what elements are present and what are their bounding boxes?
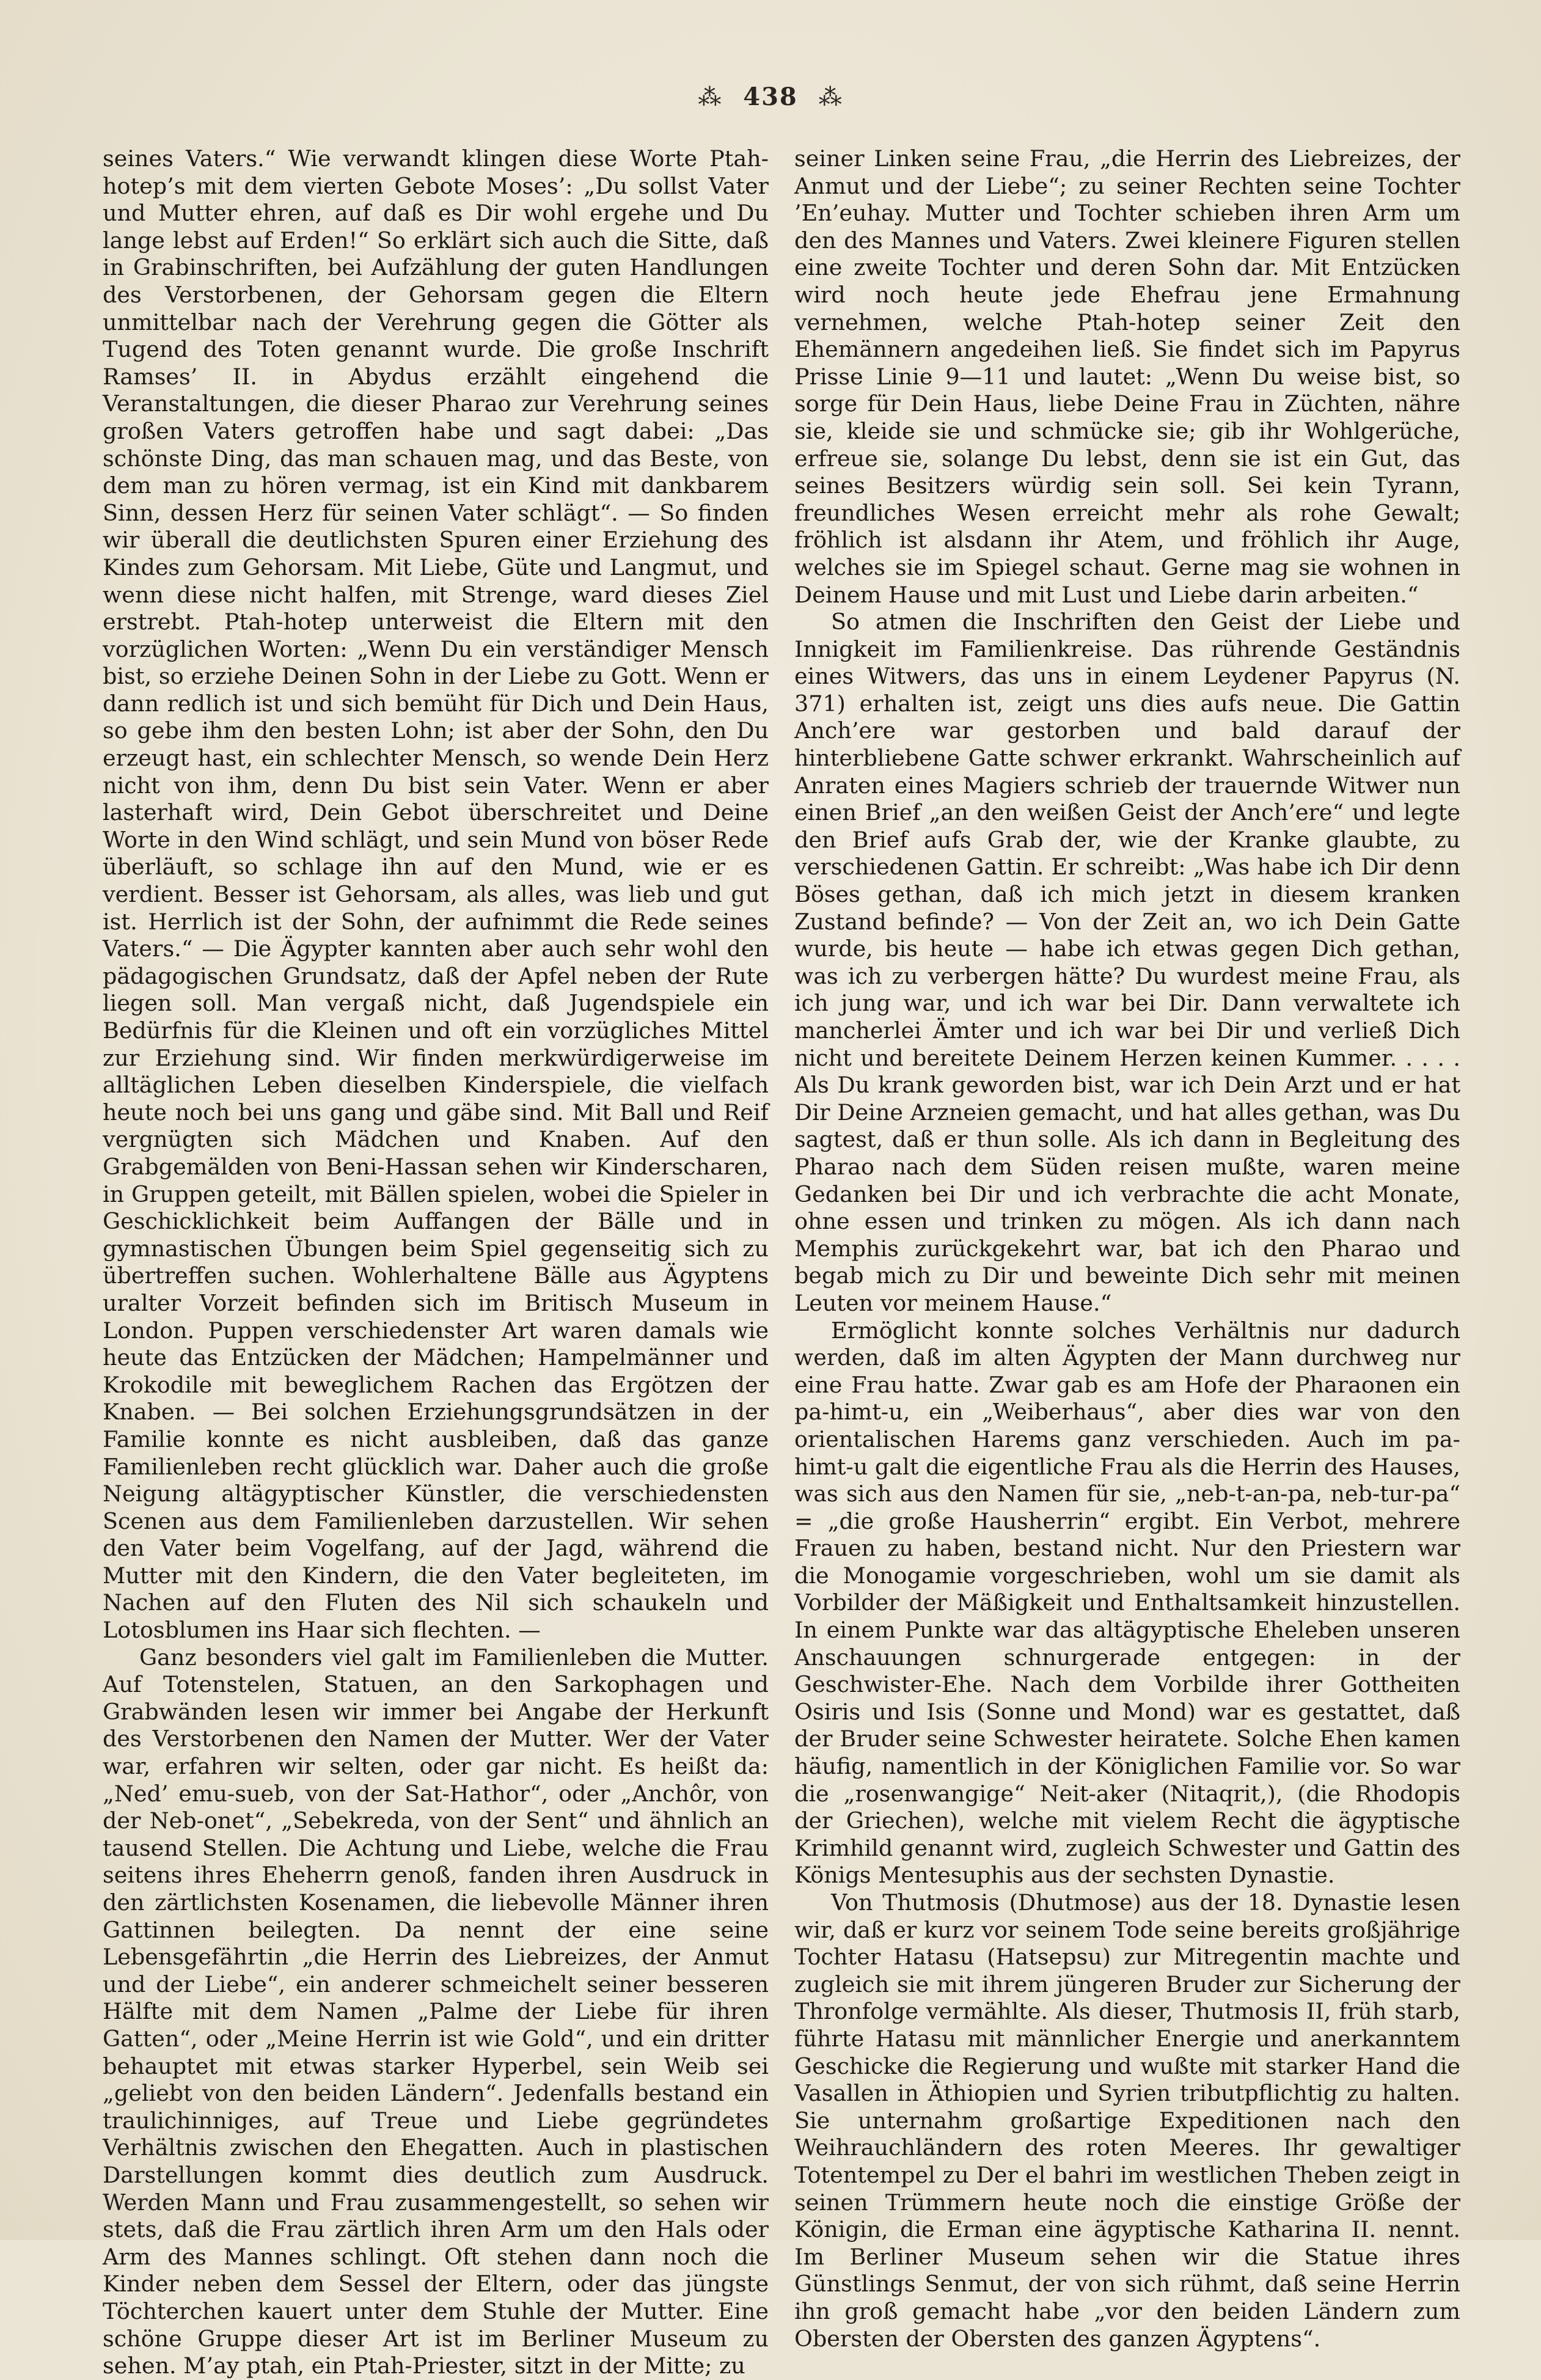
left-column — [103, 145, 769, 2379]
left-paragraph-1: seines Vaters.“ Wie verwandt klingen diese Worte Ptah-hotep’s mit dem vierten Gebote Moses’: „Du sollst Vater und Mutter ehren, auf daß es Dir wohl ergehe und Du lange lebst auf Erden!“ So erklärt sich auch die Sitte, daß in Grabinschriften, bei Aufzählung der guten Handlungen des Verstorbenen, der Gehorsam gegen die Eltern unmittelbar nach der Verehrung gegen die Götter als Tugend des Toten genannt wurde. Die große Inschrift Ramses’ II. in Abydus erzählt eingehend die Veranstaltungen, die dieser Pharao zur Verehrung seines großen Vaters getroffen habe und sagt dabei: „Das schönste Ding, das man schauen mag, und das Beste, von dem man zu hören vermag, ist ein Kind mit dankbarem Sinn, dessen Herz für seinen Vater schlägt“. — So finden wir überall die deutlichsten Spuren einer Erziehung des Kindes zum Gehorsam. Mit Liebe, Güte und Langmut, und wenn diese nicht halfen, mit Strenge, ward dieses Ziel erstrebt. Ptah-hotep unterweist die Eltern mit den vorzüglichen Worten: „Wenn Du ein verständiger Mensch bist, so erziehe Deinen Sohn in der Liebe zu Gott. Wenn er dann redlich ist und sich bemüht für Dich und Dein Haus, so gebe ihm den besten Lohn; ist aber der Sohn, den Du erzeugt hast, ein schlechter Mensch, so wende Dein Herz nicht von ihm, denn Du bist sein Vater. Wenn er aber lasterhaft wird, Dein Gebot überschreitet und Deine Worte in den Wind schlägt, und sein Mund von böser Rede überläuft, so schlage ihn auf den Mund, wie er es verdient. Besser ist Gehorsam, als alles, was lieb und gut ist. Herrlich ist der Sohn, der aufnimmt die Rede seines Vaters.“ — Die Ägypter kannten aber auch sehr wohl den pädagogischen Grundsatz, daß der Apfel neben der Rute liegen soll. Man vergaß nicht, daß Jugendspiele ein Bedürfnis für die Kleinen und oft ein vorzügliches Mittel zur Erziehung sind. Wir finden merkwürdigerweise im alltäglichen Leben dieselben Kinderspiele, die vielfach heute noch bei uns gang und gäbe sind. Mit Ball und Reif vergnügten sich Mädchen und Knaben. Auf den Grabgemälden von Beni-Hassan sehen wir Kinderscharen, in Gruppen geteilt, mit Bällen spielen, wobei die Spieler in Geschicklichkeit beim Auffangen der Bälle und in gymnastischen Übungen beim Spiel gegenseitig sich zu übertreffen suchen. Wohlerhaltene Bälle aus Ägyptens uralter Vorzeit befinden sich im Britisch Museum in London. Puppen verschiedenster Art waren damals wie heute das Entzücken der Mädchen; Hampelmänner und Krokodile mit beweglichem Rachen das Ergötzen der Knaben. — Bei solchen Erziehungsgrundsätzen in der Familie konnte es nicht ausbleiben, daß das ganze Familienleben recht glücklich war. Daher auch die große Neigung altägyptischer Künstler, die verschiedensten Scenen aus dem Familienleben darzustellen. Wir sehen den Vater beim Vogelfang, auf der Jagd, während die Mutter mit den Kindern, die den Vater begleiteten, im Nachen auf den Fluten des Nil sich schaukeln und Lotosblumen ins Haar sich flechten. — — [103, 145, 769, 1644]
page-header — [0, 82, 1541, 111]
page-number: 438 — [743, 82, 798, 111]
right-paragraph-1: seiner Linken seine Frau, „die Herrin des Liebreizes, der Anmut und der Liebe“; zu seiner Rechten seine Tochter ’En’euhay. Mutter und Tochter schieben ihren Arm um den des Mannes und Vaters. Zwei kleinere Figuren stellen eine zweite Tochter und deren Sohn dar. Mit Entzücken wird noch heute jede Ehefrau jene Ermahnung vernehmen, welche Ptah-hotep seiner Zeit den Ehemännern angedeihen ließ. Sie findet sich im Papyrus Prisse Linie 9—11 und lautet: „Wenn Du weise bist, so sorge für Dein Haus, liebe Deine Frau in Züchten, nähre sie, kleide sie und schmücke sie; gib ihr Wohlgerüche, erfreue sie, solange Du lebst, denn sie ist ein Gut, das seines Besitzers würdig sein soll. Sei kein Tyrann, freundliches Wesen erreicht mehr als rohe Gewalt; fröhlich ist alsdann ihr Atem, und fröhlich ihr Auge, welches sie im Spiegel schaut. Gerne mag sie wohnen in Deinem Hause und mit Lust und Liebe darin arbeiten.“ — [794, 145, 1460, 608]
right-column — [794, 145, 1460, 2352]
ornament-right-icon: ⁂ — [818, 84, 843, 111]
right-paragraph-2: So atmen die Inschriften den Geist der Liebe und Innigkeit im Familienkreise. Das rührende Geständnis eines Witwers, das uns in einem Leydener Papyrus (N. 371) erhalten ist, zeigt uns dies aufs neue. Die Gattin Anch’ere war gestorben und bald darauf der hinterbliebene Gatte schwer erkrankt. Wahrscheinlich auf Anraten eines Magiers schrieb der trauernde Witwer nun einen Brief „an den weißen Geist der Anch’ere“ und legte den Brief aufs Grab der, wie der Kranke glaubte, zu verschiedenen Gattin. Er schreibt: „Was habe ich Dir denn Böses gethan, daß ich mich jetzt in diesem kranken Zustand befinde? — Von der Zeit an, wo ich Dein Gatte wurde, bis heute — habe ich etwas gegen Dich gethan, was ich zu verbergen hätte? Du wurdest meine Frau, als ich jung war, und ich war bei Dir. Dann verwaltete ich mancherlei Ämter und ich war bei Dir und verließ Dich nicht und bereitete Deinem Herzen keinen Kummer. . . . . Als Du krank geworden bist, war ich Dein Arzt und er hat Dir Deine Arzneien gemacht, und hat alles gethan, was Du sagtest, daß er thun solle. Als ich dann in Begleitung des Pharao nach dem Süden reisen mußte, waren meine Gedanken bei Dir und ich verbrachte die acht Monate, ohne essen und trinken zu mögen. Als ich dann nach Memphis zurückgekehrt war, bat ich den Pharao und begab mich zu Dir und beweinte Dich sehr mit meinen Leuten vor meinem Hause.“ — [794, 609, 1460, 1316]
right-paragraph-4: Von Thutmosis (Dhutmose) aus der 18. Dynastie lesen wir, daß er kurz vor seinem Tode seine bereits großjährige Tochter Hatasu (Hatsepsu) zur Mitregentin machte und zugleich sie mit ihrem jüngeren Bruder zur Sicherung der Thronfolge vermählte. Als dieser, Thutmosis II, früh starb, führte Hatasu mit männlicher Energie und anerkanntem Geschicke die Regierung und wußte mit starker Hand die Vasallen in Äthiopien und Syrien tributpflichtig zu halten. Sie unternahm großartige Expeditionen nach den Weihrauchländern des roten Meeres. Ihr gewaltiger Totentempel zu Der el bahri im westlichen Theben zeigt in seinen Trümmern heute noch die einstige Größe der Königin, die Erman eine ägyptische Katharina II. nennt. Im Berliner Museum sehen wir die Statue ihres Günstlings Senmut, der von sich rühmt, daß seine Herrin ihn groß gemacht habe „vor den beiden Ländern zum Obersten der Obersten des ganzen Ägyptens“. — [794, 1889, 1460, 2352]
ornament-left-icon: ⁂ — [698, 84, 723, 111]
right-paragraph-3: Ermöglicht konnte solches Verhältnis nur dadurch werden, daß im alten Ägypten der Mann durchweg nur eine Frau hatte. Zwar gab es am Hofe der Pharaonen ein pa-himt-u, ein „Weiberhaus“, aber dies war von den orientalischen Harems ganz verschieden. Auch im pa-himt-u galt die eigentliche Frau als die Herrin des Hauses, was sich aus den Namen für sie, „neb-t-an-pa, neb-tur-pa“ = „die große Hausherrin“ ergibt. Ein Verbot, mehrere Frauen zu haben, bestand nicht. Nur den Priestern war die Monogamie vorgeschrieben, wohl um sie damit als Vorbilder der Mäßigkeit und Enthaltsamkeit hinzustellen. In einem Punkte war das altägyptische Eheleben unseren Anschauungen schnurgerade entgegen: in der Geschwister-Ehe. Nach dem Vorbilde ihrer Gottheiten Osiris und Isis (Sonne und Mond) war es gestattet, daß der Bruder seine Schwester heiratete. Solche Ehen kamen häufig, namentlich in der Königlichen Familie vor. So war die „rosenwangige“ Neit-aker (Nitaqrit,), (die Rhodopis der Griechen), welche mit vielem Recht die ägyptische Krimhild genannt wird, zugleich Schwester und Gattin des Königs Mentesuphis aus der sechsten Dynastie. — [794, 1317, 1460, 1889]
left-paragraph-2: Ganz besonders viel galt im Familienleben die Mutter. Auf Totenstelen, Statuen, an den Sarkophagen und Grabwänden lesen wir immer bei Angabe der Herkunft des Verstorbenen den Namen der Mutter. Wer der Vater war, erfahren wir selten, oder gar nicht. Es heißt da: „Ned’ emu-sueb, von der Sat-Hathor“, oder „Anchôr, von der Neb-onet“, „Sebekreda, von der Sent“ und ähnlich an tausend Stellen. Die Achtung und Liebe, welche die Frau seitens ihres Eheherrn genoß, fanden ihren Ausdruck in den zärtlichsten Kosenamen, die liebevolle Männer ihren Gattinnen beilegten. Da nennt der eine seine Lebensgefährtin „die Herrin des Liebreizes, der Anmut und der Liebe“, ein anderer schmeichelt seiner besseren Hälfte mit dem Namen „Palme der Liebe für ihren Gatten“, oder „Meine Herrin ist wie Gold“, und ein dritter behauptet mit etwas starker Hyperbel, sein Weib sei „geliebt von den beiden Ländern“. Jedenfalls bestand ein traulichinniges, auf Treue und Liebe gegründetes Verhältnis zwischen den Ehegatten. Auch in plastischen Darstellungen kommt dies deutlich zum Ausdruck. Werden Mann und Frau zusammengestellt, so sehen wir stets, daß die Frau zärtlich ihren Arm um den Hals oder Arm des Mannes schlingt. Oft stehen dann noch die Kinder neben dem Sessel der Eltern, oder das jüngste Töchterchen kauert unter dem Stuhle der Mutter. Eine schöne Gruppe dieser Art ist im Berliner Museum zu sehen. M’ay ptah, ein Ptah-Priester, sitzt in der Mitte; zu — [103, 1644, 769, 2379]
